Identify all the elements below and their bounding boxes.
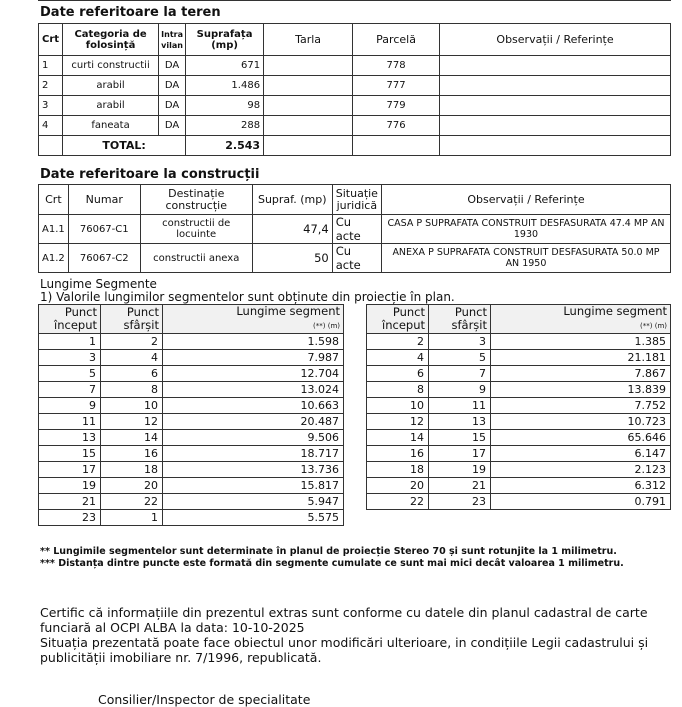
seg-left-col-length — [163, 305, 344, 334]
segment-row — [39, 334, 344, 350]
seg-left-cell-end: 16 — [101, 446, 163, 462]
segment-row — [39, 478, 344, 494]
cons-cell-destination: constructii de locuinte — [140, 215, 252, 244]
land-row — [39, 56, 671, 76]
seg-right-cell-end: 17 — [429, 446, 491, 462]
seg-left-cell-length: 13.024 — [163, 382, 344, 398]
land-col-parcel: Parcelă — [353, 24, 440, 56]
land-cell-category: arabil — [63, 96, 159, 116]
seg-right-cell-length: 13.839 — [491, 382, 671, 398]
segment-row — [367, 414, 671, 430]
seg-right-cell-length: 6.147 — [491, 446, 671, 462]
seg-right-cell-end: 11 — [429, 398, 491, 414]
seg-left-cell-length: 13.736 — [163, 462, 344, 478]
land-cell-intravilan: DA — [159, 96, 186, 116]
seg-left-cell-end: 1 — [101, 510, 163, 526]
seg-left-cell-start: 5 — [39, 366, 101, 382]
cons-cell-legal: Cu acte — [332, 244, 381, 273]
seg-right-cell-end: 21 — [429, 478, 491, 494]
seg-right-cell-length: 1.385 — [491, 334, 671, 350]
segment-row — [367, 430, 671, 446]
segment-row — [39, 414, 344, 430]
seg-left-cell-length: 20.487 — [163, 414, 344, 430]
land-cell-observations — [440, 56, 671, 76]
land-total-blank — [353, 136, 440, 156]
land-cell-parcel: 779 — [353, 96, 440, 116]
seg-right-cell-length: 65.646 — [491, 430, 671, 446]
constructions-section-title: Date referitoare la construcții — [40, 167, 260, 182]
segment-row — [367, 398, 671, 414]
seg-right-col-end: Punct sfârșit — [429, 305, 491, 334]
land-cell-area: 1.486 — [186, 76, 264, 96]
land-table — [38, 23, 671, 156]
seg-left-length-unit: (**) (m) — [313, 322, 340, 330]
seg-left-cell-start: 23 — [39, 510, 101, 526]
land-cell-intravilan: DA — [159, 56, 186, 76]
seg-right-cell-start: 4 — [367, 350, 429, 366]
seg-right-length-unit: (**) (m) — [640, 322, 667, 330]
land-cell-category: arabil — [63, 76, 159, 96]
seg-left-col-start: Punct început — [39, 305, 101, 334]
seg-left-cell-length: 9.506 — [163, 430, 344, 446]
segments-table-left — [38, 304, 344, 526]
seg-left-cell-start: 3 — [39, 350, 101, 366]
cons-col-crt: Crt — [39, 185, 69, 215]
seg-right-cell-length: 2.123 — [491, 462, 671, 478]
segment-row — [39, 510, 344, 526]
seg-left-cell-end: 12 — [101, 414, 163, 430]
land-cell-tarla — [264, 76, 353, 96]
seg-right-cell-start: 6 — [367, 366, 429, 382]
cons-col-area: Supraf. (mp) — [252, 185, 332, 215]
land-total-blank — [440, 136, 671, 156]
top-border — [38, 0, 671, 3]
land-header-row — [39, 24, 671, 56]
seg-right-cell-end: 13 — [429, 414, 491, 430]
seg-right-col-start: Punct început — [367, 305, 429, 334]
seg-left-cell-length: 1.598 — [163, 334, 344, 350]
segments-title: Lungime Segmente — [40, 277, 157, 291]
land-col-category: Categoria de folosință — [63, 24, 159, 56]
seg-left-cell-start: 15 — [39, 446, 101, 462]
cons-cell-number: 76067-C2 — [68, 244, 140, 273]
land-total-value: 2.543 — [186, 136, 264, 156]
construction-row — [39, 215, 671, 244]
seg-right-cell-end: 23 — [429, 494, 491, 510]
seg-right-cell-end: 5 — [429, 350, 491, 366]
seg-right-cell-end: 19 — [429, 462, 491, 478]
land-cell-area: 671 — [186, 56, 264, 76]
land-cell-crt: 2 — [39, 76, 63, 96]
land-col-crt: Crt — [39, 24, 63, 56]
seg-right-cell-start: 20 — [367, 478, 429, 494]
seg-right-cell-start: 10 — [367, 398, 429, 414]
land-cell-crt: 4 — [39, 116, 63, 136]
land-total-blank — [264, 136, 353, 156]
seg-right-cell-length: 7.867 — [491, 366, 671, 382]
land-row — [39, 116, 671, 136]
land-col-intravilan: Intra vilan — [159, 24, 186, 56]
seg-left-length-label: Lungime segment — [236, 304, 340, 318]
cons-col-legal: Situație juridică — [332, 185, 381, 215]
seg-left-cell-length: 5.947 — [163, 494, 344, 510]
land-cell-tarla — [264, 96, 353, 116]
seg-left-cell-end: 8 — [101, 382, 163, 398]
land-total-label: TOTAL: — [63, 136, 186, 156]
land-cell-category: faneata — [63, 116, 159, 136]
segments-left-header — [39, 305, 344, 334]
seg-right-cell-start: 8 — [367, 382, 429, 398]
land-col-observations: Observații / Referințe — [440, 24, 671, 56]
segment-row — [39, 446, 344, 462]
segment-row — [39, 494, 344, 510]
cons-cell-crt: A1.2 — [39, 244, 69, 273]
seg-left-cell-end: 14 — [101, 430, 163, 446]
seg-right-cell-start: 18 — [367, 462, 429, 478]
land-cell-parcel: 776 — [353, 116, 440, 136]
seg-right-cell-length: 6.312 — [491, 478, 671, 494]
seg-left-cell-start: 7 — [39, 382, 101, 398]
seg-right-cell-start: 2 — [367, 334, 429, 350]
seg-left-cell-length: 15.817 — [163, 478, 344, 494]
land-cell-observations — [440, 96, 671, 116]
segment-row — [367, 462, 671, 478]
seg-right-length-label: Lungime segment — [563, 304, 667, 318]
seg-right-cell-start: 12 — [367, 414, 429, 430]
land-cell-intravilan: DA — [159, 76, 186, 96]
seg-right-cell-length: 7.752 — [491, 398, 671, 414]
seg-left-cell-end: 10 — [101, 398, 163, 414]
seg-right-cell-end: 9 — [429, 382, 491, 398]
cons-col-observations: Observații / Referințe — [381, 185, 670, 215]
land-total-row — [39, 136, 671, 156]
land-col-area: Suprafața (mp) — [186, 24, 264, 56]
land-col-tarla: Tarla — [264, 24, 353, 56]
seg-left-cell-end: 2 — [101, 334, 163, 350]
seg-left-cell-length: 18.717 — [163, 446, 344, 462]
segments-subtitle: 1) Valorile lungimilor segmentelor sunt obținute din proiecție în plan. — [40, 290, 455, 304]
land-cell-crt: 3 — [39, 96, 63, 116]
seg-left-cell-end: 6 — [101, 366, 163, 382]
segment-row — [39, 430, 344, 446]
land-cell-observations — [440, 116, 671, 136]
cons-cell-crt: A1.1 — [39, 215, 69, 244]
seg-left-cell-end: 22 — [101, 494, 163, 510]
segments-table-right — [366, 304, 671, 510]
seg-right-cell-start: 16 — [367, 446, 429, 462]
cons-cell-number: 76067-C1 — [68, 215, 140, 244]
land-cell-parcel: 778 — [353, 56, 440, 76]
land-section-title: Date referitoare la teren — [40, 5, 221, 20]
land-cell-area: 288 — [186, 116, 264, 136]
land-cell-observations — [440, 76, 671, 96]
seg-left-cell-start: 17 — [39, 462, 101, 478]
land-cell-tarla — [264, 56, 353, 76]
seg-left-cell-length: 7.987 — [163, 350, 344, 366]
segments-note-1: ** Lungimile segmentelor sunt determinate în planul de proiecție Stereo 70 și sunt rotunjite la 1 milimetru. — [40, 546, 617, 557]
seg-left-cell-start: 19 — [39, 478, 101, 494]
segment-row — [39, 462, 344, 478]
cons-cell-destination: constructii anexa — [140, 244, 252, 273]
seg-right-col-length — [491, 305, 671, 334]
seg-right-cell-end: 3 — [429, 334, 491, 350]
segment-row — [39, 350, 344, 366]
segment-row — [367, 350, 671, 366]
cons-col-number: Numar — [68, 185, 140, 215]
segment-row — [367, 334, 671, 350]
land-row — [39, 96, 671, 116]
seg-right-cell-start: 14 — [367, 430, 429, 446]
seg-right-cell-length: 10.723 — [491, 414, 671, 430]
seg-right-cell-end: 7 — [429, 366, 491, 382]
seg-left-cell-length: 5.575 — [163, 510, 344, 526]
seg-left-cell-end: 4 — [101, 350, 163, 366]
cons-cell-observations: CASA P SUPRAFATA CONSTRUIT DESFASURATA 47.4 MP AN 1930 — [381, 215, 670, 244]
cons-col-destination: Destinație construcție — [140, 185, 252, 215]
cons-cell-legal: Cu acte — [332, 215, 381, 244]
land-cell-intravilan: DA — [159, 116, 186, 136]
seg-left-cell-length: 12.704 — [163, 366, 344, 382]
segment-row — [367, 446, 671, 462]
segment-row — [39, 382, 344, 398]
segment-row — [367, 478, 671, 494]
land-cell-parcel: 777 — [353, 76, 440, 96]
constructions-table — [38, 184, 671, 273]
certification-paragraph: Certific că informațiile din prezentul extras sunt conforme cu datele din planul cadastral de carte funciară al OCPI ALBA la data: 10-10-2025 — [40, 605, 648, 635]
seg-right-cell-start: 22 — [367, 494, 429, 510]
seg-left-col-end: Punct sfârșit — [101, 305, 163, 334]
seg-left-cell-start: 13 — [39, 430, 101, 446]
segment-row — [39, 398, 344, 414]
segment-row — [367, 382, 671, 398]
construction-row — [39, 244, 671, 273]
seg-left-cell-start: 9 — [39, 398, 101, 414]
land-total-blank — [39, 136, 63, 156]
segments-right-header — [367, 305, 671, 334]
signatory-title: Consilier/Inspector de specialitate — [98, 692, 311, 707]
seg-left-cell-start: 1 — [39, 334, 101, 350]
legal-notice-paragraph: Situația prezentată poate face obiectul unor modificări ulterioare, in condițiile Legii cadastrului și publicității imobiliare nr. 7/1996, republicată. — [40, 635, 649, 665]
seg-left-cell-end: 18 — [101, 462, 163, 478]
segment-row — [39, 366, 344, 382]
land-cell-crt: 1 — [39, 56, 63, 76]
seg-right-cell-length: 0.791 — [491, 494, 671, 510]
cons-cell-area: 47,4 — [252, 215, 332, 244]
seg-left-cell-end: 20 — [101, 478, 163, 494]
land-cell-area: 98 — [186, 96, 264, 116]
constructions-header-row — [39, 185, 671, 215]
cons-cell-area: 50 — [252, 244, 332, 273]
land-row — [39, 76, 671, 96]
seg-right-cell-end: 15 — [429, 430, 491, 446]
land-cell-category: curti constructii — [63, 56, 159, 76]
land-cell-tarla — [264, 116, 353, 136]
segments-note-2: *** Distanța dintre puncte este formată din segmente cumulate ce sunt mai mici decât valoarea 1 milimetru. — [40, 558, 624, 569]
seg-right-cell-length: 21.181 — [491, 350, 671, 366]
seg-left-cell-start: 11 — [39, 414, 101, 430]
cons-cell-observations: ANEXA P SUPRAFATA CONSTRUIT DESFASURATA 50.0 MP AN 1950 — [381, 244, 670, 273]
segment-row — [367, 366, 671, 382]
seg-left-cell-start: 21 — [39, 494, 101, 510]
seg-left-cell-length: 10.663 — [163, 398, 344, 414]
segment-row — [367, 494, 671, 510]
